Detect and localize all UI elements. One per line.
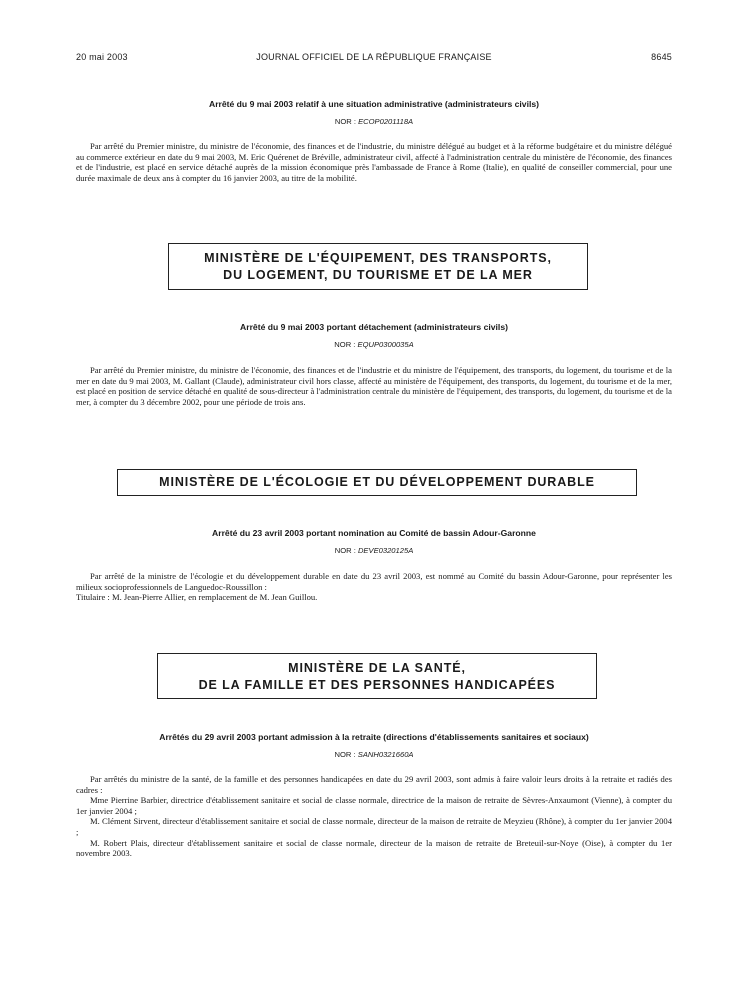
section2-title: Arrêté du 9 mai 2003 portant détachement (administrateurs civils) bbox=[240, 322, 508, 332]
section3-nor bbox=[76, 546, 672, 555]
section3-titulaire: Titulaire : M. Jean-Pierre Allier, en remplacement de M. Jean Guillou. bbox=[76, 592, 318, 603]
nor-label: NOR : bbox=[334, 546, 356, 555]
ministry-sante-line1: MINISTÈRE DE LA SANTÉ, bbox=[288, 661, 466, 675]
ministry-equipement-line2: DU LOGEMENT, DU TOURISME ET DE LA MER bbox=[223, 268, 533, 282]
ministry-equipement-box bbox=[168, 243, 588, 290]
section3-body bbox=[76, 571, 672, 603]
nor-code: ECOP0201118A bbox=[358, 117, 414, 126]
section3-paragraph: Par arrêté de la ministre de l'écologie et du développement durable en date du 23 avril 2003, est nommé au Comité du bassin Adour-Garonne, pour représenter les milieux socioprofessionnels de Languedoc-Roussillon : bbox=[76, 571, 672, 592]
section4-item: M. Robert Plais, directeur d'établissement sanitaire et social de classe normale, directeur de la maison de retraite de Breteuil-sur-Noye (Oise), à compter du 1er novembre 2003. bbox=[76, 837, 672, 859]
section1-title: Arrêté du 9 mai 2003 relatif à une situation administrative (administrateurs civils) bbox=[208, 99, 540, 109]
section4-item: Mme Pierrine Barbier, directrice d'établissement sanitaire et social de classe normale, directrice de la maison de retraite de Sèvres-Anxaumont (Vienne), à compter du 1er janvier 2004 ; bbox=[76, 795, 672, 816]
nor-code: DEVE0320125A bbox=[357, 546, 414, 555]
nor-label: NOR : bbox=[334, 340, 356, 349]
section4-intro: Par arrêtés du ministre de la santé, de la famille et des personnes handicapées en date du 29 avril 2003, sont admis à faire valoir leurs droits à la retraite et radiés des cadres : bbox=[76, 774, 672, 795]
section2-paragraph: Par arrêté du Premier ministre, du ministre de l'économie, des finances et de l'industrie et du ministre de l'équipement, des transports, du logement, du tourisme et de la mer en date du 9 mai 2003, M. Gallant (Claude), administrateur civil hors classe, affecté au ministère de l'équipement, des transports, du logement, du tourisme et de la mer, est placé en position de service détaché en qualité de sous-directeur à l'administration centrale du ministère de l'équipement, des transports, du logement, du tourisme et de la mer, à compter du 3 décembre 2002, pour une période de trois ans. bbox=[76, 365, 672, 407]
section4-item: M. Clément Sirvent, directeur d'établissement sanitaire et social de classe normale, directeur de la maison de retraite de Meyzieu (Rhône), à compter du 1er janvier 2004 ; bbox=[76, 816, 672, 837]
ministry-sante-box bbox=[157, 653, 597, 699]
ministry-sante-line2: DE LA FAMILLE ET DES PERSONNES HANDICAPÉES bbox=[198, 678, 556, 692]
section4-title: Arrêtés du 29 avril 2003 portant admission à la retraite (directions d'établissements sanitaires et sociaux) bbox=[159, 732, 589, 742]
ministry-equipement-line1: MINISTÈRE DE L'ÉQUIPEMENT, DES TRANSPORTS, bbox=[204, 251, 552, 265]
header-date: 20 mai 2003 bbox=[76, 52, 128, 62]
header-journal-title: JOURNAL OFFICIEL DE LA RÉPUBLIQUE FRANÇAISE bbox=[256, 52, 492, 62]
section1-body bbox=[76, 141, 672, 183]
section4-nor bbox=[76, 750, 672, 759]
nor-code: SANH0321660A bbox=[357, 750, 414, 759]
ministry-ecologie-box bbox=[117, 469, 637, 496]
nor-label: NOR : bbox=[334, 750, 356, 759]
section2-body bbox=[76, 365, 672, 407]
section2-nor bbox=[76, 340, 672, 349]
nor-label: NOR : bbox=[334, 117, 356, 126]
nor-code: EQUP0300035A bbox=[357, 340, 414, 349]
section4-body bbox=[76, 774, 672, 859]
section1-nor bbox=[76, 117, 672, 126]
header-page-number: 8645 bbox=[651, 52, 672, 62]
section1-paragraph: Par arrêté du Premier ministre, du ministre de l'économie, des finances et de l'industrie, du ministre délégué au budget et à la réforme budgétaire et du ministre délégué au commerce extérieur en date du 9 mai 2003, M. Eric Quérenet de Bréville, administrateur civil, affecté à l'administration centrale du ministère de l'économie, des finances et de l'industrie, est placé en service détaché auprès de la mission économique près l'ambassade de France à Rome (Italie), en qualité de conseiller commercial, pour une durée maximale de deux ans à compter du 16 janvier 2003, au titre de la mobilité. bbox=[76, 141, 672, 183]
ministry-ecologie-line1: MINISTÈRE DE L'ÉCOLOGIE ET DU DÉVELOPPEMENT DURABLE bbox=[159, 475, 595, 489]
section3-title: Arrêté du 23 avril 2003 portant nomination au Comité de bassin Adour-Garonne bbox=[212, 528, 536, 538]
